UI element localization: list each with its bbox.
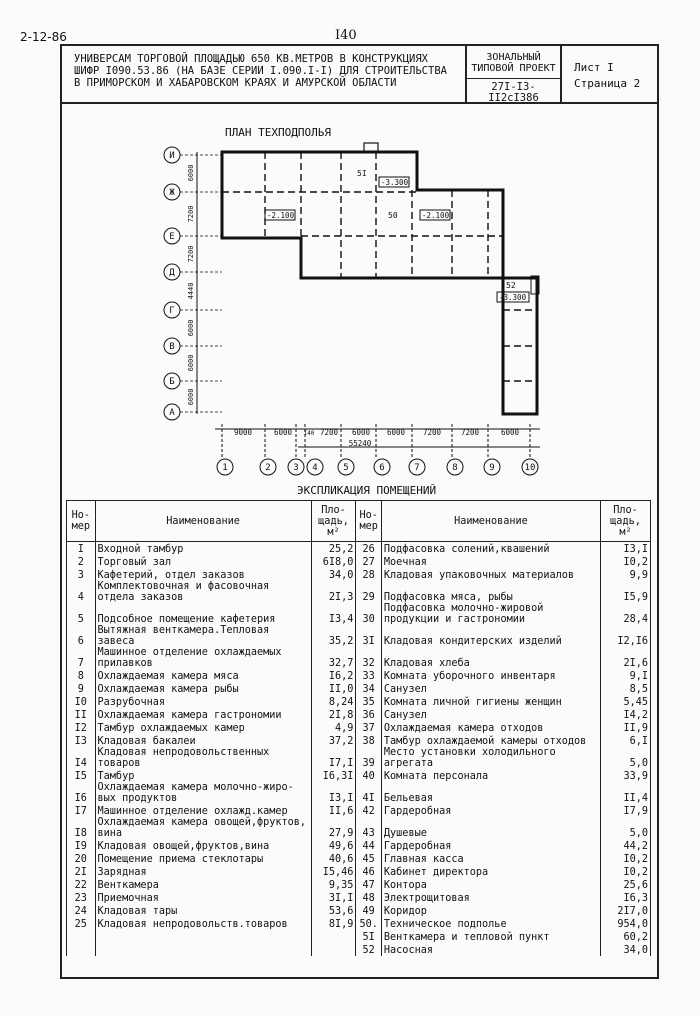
cell-num: 45	[356, 852, 381, 865]
table-row	[67, 568, 651, 581]
cell-area: I6,2	[311, 669, 356, 682]
cell-num: 5	[67, 603, 96, 625]
cell-num: 27	[356, 555, 381, 568]
horizontal-dimension-lines	[215, 424, 540, 458]
cell-name: Санузел	[381, 682, 600, 695]
cell-area: 35,2	[311, 625, 356, 647]
column-axis-label: 8	[452, 463, 458, 473]
cell-num: I2	[67, 721, 96, 734]
cell-name: Подфасовка молочно-жировой продукции и гастрономии	[381, 603, 600, 625]
table-row	[67, 804, 651, 817]
cell-area: I5,46	[311, 865, 356, 878]
cell-num: 4	[67, 581, 96, 603]
cell-num: 48	[356, 891, 381, 904]
cell-name: Гардеробная	[381, 804, 600, 817]
table-row	[67, 581, 651, 603]
cell-area: 34,0	[601, 943, 651, 956]
cell-area: 954,0	[601, 917, 651, 930]
cell-name: Торговый зал	[95, 555, 311, 568]
cell-area: I2,I6	[601, 625, 651, 647]
explication-body	[67, 542, 651, 957]
cell-num: I9	[67, 839, 96, 852]
cell-name: Электрощитовая	[381, 891, 600, 904]
column-dimension: 6000	[273, 428, 293, 437]
cell-num: 9	[67, 682, 96, 695]
table-row	[67, 734, 651, 747]
cell-area: 33,9	[601, 769, 651, 782]
cell-num: 8	[67, 669, 96, 682]
cell-area: 9,I	[601, 669, 651, 682]
table-row	[67, 852, 651, 865]
row-dimension: 4440	[187, 282, 195, 300]
cell-name: Кладовая бакалеи	[95, 734, 311, 747]
cell-area: 2I,8	[311, 708, 356, 721]
cell-num: I	[67, 542, 96, 556]
room-number: 52	[506, 281, 516, 290]
cell-num: 22	[67, 878, 96, 891]
cell-num: 52	[356, 943, 381, 956]
project-type-line1: ЗОНАЛЬНЫЙ	[486, 52, 541, 63]
cell-area: 28,4	[601, 603, 651, 625]
cell-name: Подфасовка солений,квашений	[381, 542, 600, 556]
table-row	[67, 782, 651, 804]
cell-name: Комната личной гигиены женщин	[381, 695, 600, 708]
cell-area: 60,2	[601, 930, 651, 943]
column-dimension: 7200	[319, 428, 339, 437]
row-axis-label: И	[169, 151, 175, 161]
cell-name: Тамбур охлаждаемых камер	[95, 721, 311, 734]
table-row	[67, 647, 651, 669]
cell-name: Моечная	[381, 555, 600, 568]
header-area: Пло- щадь, м²	[601, 501, 651, 542]
cell-name: Тамбур	[95, 769, 311, 782]
cell-num: 35	[356, 695, 381, 708]
cell-name: Машинное отделение охлаждаемых прилавков	[95, 647, 311, 669]
cell-name: Охлаждаемая камера гастрономии	[95, 708, 311, 721]
cell-num: 26	[356, 542, 381, 556]
cell-area: II,4	[601, 782, 651, 804]
cell-name: Кладовая тары	[95, 904, 311, 917]
row-axis-label: Е	[169, 232, 175, 242]
row-axis-label: В	[169, 342, 175, 352]
cell-num: 47	[356, 878, 381, 891]
sheet-label: Лист I	[574, 61, 614, 74]
table-row	[67, 904, 651, 917]
level-marks	[265, 177, 529, 302]
cell-area: 6,I	[601, 734, 651, 747]
cell-area: 44,2	[601, 839, 651, 852]
cell-area: 5,0	[601, 817, 651, 839]
cell-name: Коридор	[381, 904, 600, 917]
cell-area: II,9	[601, 721, 651, 734]
cell-area: 34,0	[311, 568, 356, 581]
cell-num: 32	[356, 647, 381, 669]
cell-num: 24	[67, 904, 96, 917]
column-axis-label: 7	[414, 463, 420, 473]
page-number: I40	[335, 28, 357, 43]
cell-name: Кладовая овощей,фруктов,вина	[95, 839, 311, 852]
project-code: 27I-I3-II2cI386	[488, 81, 539, 104]
cell-area: I4,2	[601, 708, 651, 721]
cell-area: I3,I	[601, 542, 651, 556]
cell-num: 3I	[356, 625, 381, 647]
header-number: Но- мер	[356, 501, 381, 542]
cell-name: Комплектовочная и фасовочная отдела заказов	[95, 581, 311, 603]
cell-num: 33	[356, 669, 381, 682]
cell-name: Входной тамбур	[95, 542, 311, 556]
cell-area: 27,9	[311, 817, 356, 839]
table-header-row	[67, 501, 651, 542]
cell-num: 37	[356, 721, 381, 734]
cell-num: I5	[67, 769, 96, 782]
cell-area	[311, 943, 356, 956]
table-row	[67, 891, 651, 904]
cell-num: 34	[356, 682, 381, 695]
level-mark-text: -3.300	[381, 178, 409, 187]
column-axis-label: 10	[524, 463, 536, 473]
cell-name: Кафетерий, отдел заказов	[95, 568, 311, 581]
cell-name: Контора	[381, 878, 600, 891]
cell-name: Венткамера и тепловой пункт	[381, 930, 600, 943]
table-row	[67, 865, 651, 878]
cell-num: I3	[67, 734, 96, 747]
cell-num: 30	[356, 603, 381, 625]
cell-name: Кладовая непродовольств.товаров	[95, 917, 311, 930]
level-mark-text: -3.300	[499, 293, 527, 302]
explication-title: ЭКСПЛИКАЦИЯ ПОМЕЩЕНИЙ	[297, 484, 437, 497]
row-dimension: 6000	[187, 319, 195, 337]
table-row	[67, 542, 651, 556]
cell-area: I3,I	[311, 782, 356, 804]
cell-area: 5,45	[601, 695, 651, 708]
row-dimension: 7200	[187, 205, 195, 223]
cell-name: Кладовая упаковочных материалов	[381, 568, 600, 581]
cell-num: II	[67, 708, 96, 721]
cell-name: Комната уборочного инвентаря	[381, 669, 600, 682]
cell-area: I7,9	[601, 804, 651, 817]
cell-name: Главная касса	[381, 852, 600, 865]
cell-num: I8	[67, 817, 96, 839]
cell-area: 49,6	[311, 839, 356, 852]
cell-area: II,0	[311, 682, 356, 695]
table-row	[67, 708, 651, 721]
cell-num: 23	[67, 891, 96, 904]
column-axis-label: 4	[312, 463, 318, 473]
level-mark-text: -2.100	[267, 211, 295, 220]
cell-area: I6,3I	[311, 769, 356, 782]
header-name: Наименование	[95, 501, 311, 542]
room-number: 5I	[357, 169, 367, 178]
cell-name: Душевые	[381, 817, 600, 839]
row-dimension: 6000	[187, 354, 195, 372]
column-dimension: 7200	[460, 428, 480, 437]
row-dimension: 6000	[187, 388, 195, 406]
column-axis-label: 6	[379, 463, 385, 473]
title-line: ШИФР I090.53.86 (НА БАЗЕ СЕРИИ I.090.I-I) ДЛЯ СТРОИТЕЛЬСТВА	[74, 65, 447, 77]
cell-area: I0,2	[601, 555, 651, 568]
cell-area: I7,I	[311, 747, 356, 769]
cell-num: 2	[67, 555, 96, 568]
cell-name: Место установки холодильного агрегата	[381, 747, 600, 769]
cell-area: 3I,I	[311, 891, 356, 904]
cell-num: 25	[67, 917, 96, 930]
row-dimension: 7200	[187, 245, 195, 263]
column-dimension: 6000	[351, 428, 371, 437]
cell-num: 20	[67, 852, 96, 865]
row-axis-label: Ж	[169, 188, 175, 198]
table-row	[67, 943, 651, 956]
column-dimension: 6000	[386, 428, 406, 437]
cell-name: Санузел	[381, 708, 600, 721]
cell-num: I7	[67, 804, 96, 817]
table-row	[67, 555, 651, 568]
cell-area: 8,24	[311, 695, 356, 708]
cell-name: Насосная	[381, 943, 600, 956]
row-dimension: 6000	[187, 164, 195, 182]
header-name: Наименование	[381, 501, 600, 542]
cell-area: 53,6	[311, 904, 356, 917]
header-area: Пло- щадь, м²	[311, 501, 356, 542]
row-axis-label: Д	[169, 268, 175, 278]
cell-area: 2I7,0	[601, 904, 651, 917]
table-row	[67, 747, 651, 769]
room-number: 50	[388, 211, 398, 220]
row-axis-label: Б	[169, 377, 175, 387]
cell-name: Вытяжная венткамера.Тепловая завеса	[95, 625, 311, 647]
column-axis-label: 1	[222, 463, 228, 473]
table-row	[67, 669, 651, 682]
cell-area	[311, 930, 356, 943]
cell-num	[67, 943, 96, 956]
cell-area: 5,0	[601, 747, 651, 769]
table-row	[67, 839, 651, 852]
row-axis-label: Г	[169, 306, 175, 316]
cell-name: Подфасовка мяса, рыбы	[381, 581, 600, 603]
column-axis-label: 3	[293, 463, 299, 473]
cell-name: Техническое подполье	[381, 917, 600, 930]
table-row	[67, 769, 651, 782]
cell-num: 2I	[67, 865, 96, 878]
cell-num: 46	[356, 865, 381, 878]
cell-name: Охлаждаемая камера молочно-жиро-вых продуктов	[95, 782, 311, 804]
cell-area: I0,2	[601, 852, 651, 865]
cell-name: Охлаждаемая камера мяса	[95, 669, 311, 682]
cell-name: Разрубочная	[95, 695, 311, 708]
column-axis-label: 2	[265, 463, 271, 473]
cell-name: Приемочная	[95, 891, 311, 904]
cell-num: 6	[67, 625, 96, 647]
cell-area: 32,7	[311, 647, 356, 669]
column-dimension: 7200	[422, 428, 442, 437]
cell-area: 9,35	[311, 878, 356, 891]
cell-name: Кладовая кондитерских изделий	[381, 625, 600, 647]
plan-title: ПЛАН ТЕХПОДПОЛЬЯ	[225, 126, 331, 139]
cell-area: 9,9	[601, 568, 651, 581]
cell-area: 2I,6	[601, 647, 651, 669]
cell-num: 44	[356, 839, 381, 852]
header-number: Но- мер	[67, 501, 96, 542]
project-type-line2: ТИПОВОЙ ПРОЕКТ	[471, 63, 556, 74]
cell-area: 25,6	[601, 878, 651, 891]
cell-num	[67, 930, 96, 943]
cell-area: 4,9	[311, 721, 356, 734]
cell-area: I5,9	[601, 581, 651, 603]
cell-name	[95, 943, 311, 956]
table-row	[67, 625, 651, 647]
table-row	[67, 721, 651, 734]
cell-num: I4	[67, 747, 96, 769]
cell-name: Кабинет директора	[381, 865, 600, 878]
cell-area: 40,6	[311, 852, 356, 865]
row-axis-label: А	[169, 408, 175, 418]
cell-area: I6,3	[601, 891, 651, 904]
basement-plan	[0, 0, 700, 500]
cell-num: 50.	[356, 917, 381, 930]
column-dimension: 6000	[500, 428, 520, 437]
cell-num: 7	[67, 647, 96, 669]
table-row	[67, 817, 651, 839]
column-axis-label: 5	[343, 463, 349, 473]
title-line: УНИВЕРСАМ ТОРГОВОЙ ПЛОЩАДЬЮ 650 КВ.МЕТРОВ В КОНСТРУКЦИЯХ	[74, 53, 429, 65]
cell-num: 4I	[356, 782, 381, 804]
cell-num: 40	[356, 769, 381, 782]
cell-num: 42	[356, 804, 381, 817]
cell-name: Подсобное помещение кафетерия	[95, 603, 311, 625]
explication-table	[66, 500, 651, 956]
cell-num: 5I	[356, 930, 381, 943]
level-mark-text: -2.100	[422, 211, 450, 220]
table-row	[67, 682, 651, 695]
cell-name: Кладовая непродовольственных товаров	[95, 747, 311, 769]
cell-area: 37,2	[311, 734, 356, 747]
cell-name: Машинное отделение охлажд.камер	[95, 804, 311, 817]
cell-num: I6	[67, 782, 96, 804]
cell-name: Охлаждаемая камера овощей,фруктов, вина	[95, 817, 311, 839]
table-row	[67, 930, 651, 943]
cell-area: 25,2	[311, 542, 356, 556]
table-row	[67, 603, 651, 625]
cell-num: 38	[356, 734, 381, 747]
column-axis-label: 9	[489, 463, 495, 473]
cell-num: 43	[356, 817, 381, 839]
table-row	[67, 917, 651, 930]
page-label: Страница 2	[574, 77, 641, 90]
cell-num: 28	[356, 568, 381, 581]
cell-name: Охлаждаемая камера рыбы	[95, 682, 311, 695]
cell-num: 3	[67, 568, 96, 581]
cell-num: 39	[356, 747, 381, 769]
cell-name: Бельевая	[381, 782, 600, 804]
cell-name	[95, 930, 311, 943]
cell-num: 36	[356, 708, 381, 721]
column-dimension: I40	[303, 430, 315, 437]
cell-name: Венткамера	[95, 878, 311, 891]
cell-num: 29	[356, 581, 381, 603]
cell-name: Охлаждаемая камера отходов	[381, 721, 600, 734]
cell-area: I3,4	[311, 603, 356, 625]
cell-name: Тамбур охлаждаемой камеры отходов	[381, 734, 600, 747]
cell-num: 49	[356, 904, 381, 917]
cell-name: Зарядная	[95, 865, 311, 878]
cell-num: I0	[67, 695, 96, 708]
table-row	[67, 878, 651, 891]
total-dimension: 55240	[348, 439, 372, 448]
cell-area: II,6	[311, 804, 356, 817]
cell-name: Помещение приема стеклотары	[95, 852, 311, 865]
cell-area: 8I,9	[311, 917, 356, 930]
cell-name: Комната персонала	[381, 769, 600, 782]
column-dimension: 9000	[233, 428, 253, 437]
cell-name: Кладовая хлеба	[381, 647, 600, 669]
cell-area: 2I,3	[311, 581, 356, 603]
title-line: В ПРИМОРСКОМ И ХАБАРОВСКОМ КРАЯХ И АМУРСКОЙ ОБЛАСТИ	[74, 77, 397, 89]
table-row	[67, 695, 651, 708]
cell-area: 8,5	[601, 682, 651, 695]
cell-area: 6I8,0	[311, 555, 356, 568]
cell-area: I0,2	[601, 865, 651, 878]
corner-date: 2-12-86	[20, 30, 67, 44]
cell-name: Гардеробная	[381, 839, 600, 852]
